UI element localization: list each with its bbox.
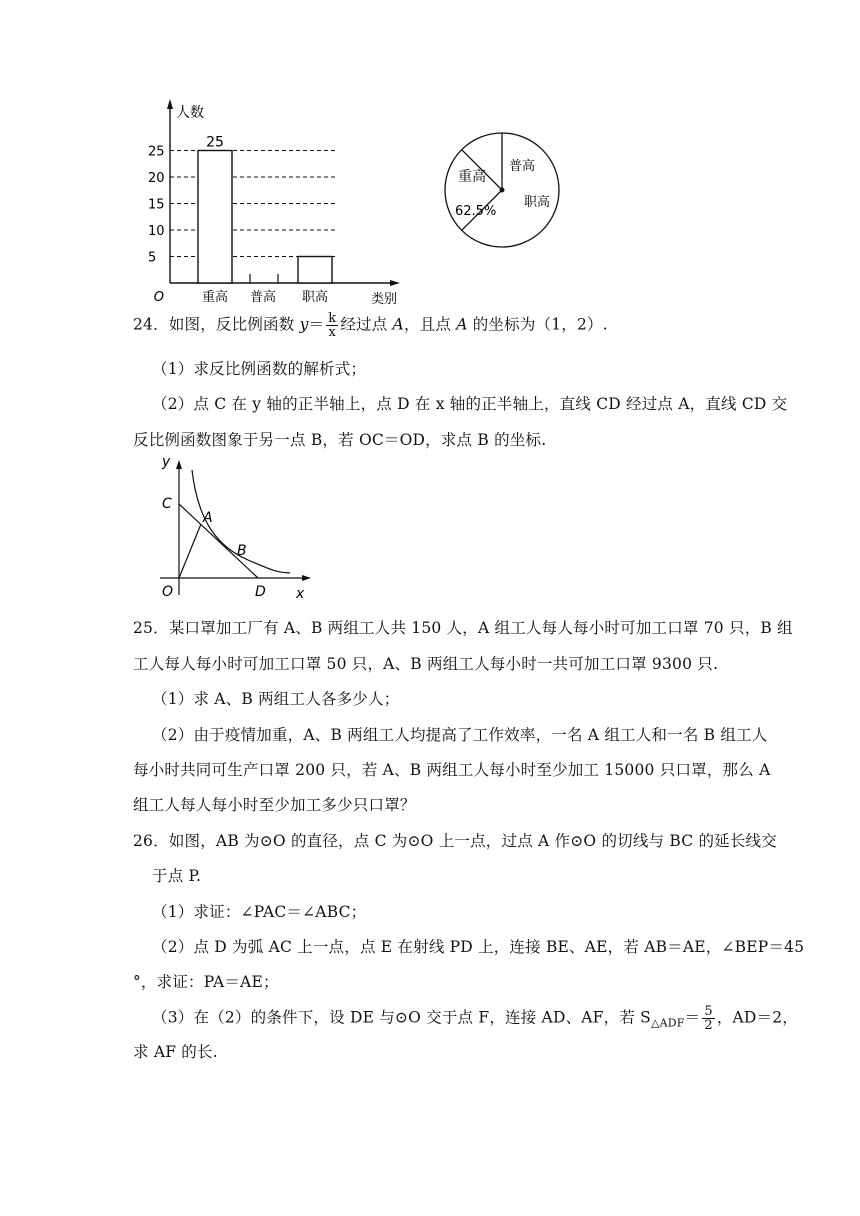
q25-part2-line1: （2）由于疫情加重，A、B 两组工人均提高了工作效率，一名 A 组工人和一名 B 组工人: [152, 726, 768, 744]
bar-data-label: 25: [206, 134, 224, 151]
q24-part2-line2: 反比例函数图象于另一点 B，若 OC＝OD，求点 B 的坐标.: [133, 431, 547, 449]
graph-label-o: O: [162, 584, 174, 600]
bar-category-label: 普高: [249, 290, 277, 305]
graph-x-arrow: [302, 575, 311, 581]
q24-stem: 24．如图，反比例函数 y＝ $\frac{k}{x}$ 经过点 A，且点 A 的坐标为（1，2）.: [133, 311, 608, 340]
bar-origin-label: O: [153, 290, 164, 305]
bar-y-tick-label: 10: [148, 224, 165, 239]
bar-y-tick-label: 15: [148, 197, 165, 213]
q25-part1: （1）求 A、B 两组工人各多少人；: [152, 690, 400, 708]
q26-part3-line1: （3）在（2）的条件下，设 DE 与⊙O 交于点 F，连接 AD、AF，若 $S_{\triangle ADF}=$ $\frac{5}{2}$ ，AD＝2，: [152, 1004, 798, 1033]
q25-part2-line3: 组工人每人每小时至少加工多少只口罩？: [133, 796, 416, 814]
pie-annotation-percent: 62.5%: [455, 204, 497, 219]
bar-category-label: 重高: [201, 290, 229, 305]
q26-line2: 于点 P.: [152, 867, 202, 885]
graph-label-b: B: [237, 543, 247, 559]
pie-center: [500, 188, 505, 193]
pie-label-zhigao: 职高: [524, 195, 551, 210]
q26-part2-line1: （2）点 D 为弧 AC 上一点，点 E 在射线 PD 上，连接 BE、AE，若 AB＝AE，∠BEP＝45: [152, 938, 805, 956]
bar-y-tick-label: 20: [148, 171, 165, 186]
segment-oa: [179, 524, 201, 578]
graph-label-c: C: [162, 496, 172, 512]
bar-y-arrow: [167, 99, 173, 109]
line-cd: [179, 504, 258, 578]
graph-label-a: A: [203, 510, 213, 526]
bar-chart: [140, 95, 410, 310]
pie-label-pugao: 普高: [509, 159, 536, 174]
bar-x-axis-label: 类别: [371, 292, 398, 307]
bar-category-label: 职高: [301, 290, 329, 305]
inverse-function-graph: [148, 452, 318, 604]
bar-3: [298, 257, 332, 284]
q24-part1: （1）求反比例函数的解析式；: [152, 360, 367, 378]
q26-part2-line2: °，求证：PA＝AE；: [133, 973, 279, 991]
q25-part2-line2: 每小时共同可生产口罩 200 只，若 A、B 两组工人每小时至少加工 15000 只口罩，那么 A: [133, 761, 771, 779]
bar-y-axis-label: 人数: [176, 105, 204, 121]
q24-part2-line1: （2）点 C 在 y 轴的正半轴上，点 D 在 x 轴的正半轴上，直线 CD 经过点 A，直线 CD 交: [152, 395, 788, 413]
bar-1: [198, 151, 232, 284]
bar-x-arrow: [390, 280, 400, 286]
q26-fraction: $\frac{5}{2}$: [704, 1004, 713, 1033]
bar-y-tick-label: 5: [148, 250, 157, 266]
graph-y-arrow: [176, 460, 182, 469]
q25-line1: 25．某口罩加工厂有 A、B 两组工人共 150 人，A 组工人每人每小时可加工口罩 70 只，B 组: [133, 619, 793, 637]
bar-y-tick-label: 25: [148, 144, 165, 160]
q26-line1: 26．如图，AB 为⊙O 的直径，点 C 为⊙O 上一点，过点 A 作⊙O 的切线与 BC 的延长线交: [133, 832, 777, 850]
q25-line2: 工人每人每小时可加工口罩 50 只，A、B 两组工人每小时一共可加工口罩 9300 只.: [133, 655, 719, 673]
graph-label-x: x: [296, 586, 305, 602]
pie-label-zhonggao: 重高: [458, 169, 486, 185]
graph-label-y: y: [162, 454, 171, 470]
q24-fraction: $\frac{k}{x}$: [328, 311, 337, 340]
graph-label-d: D: [255, 584, 266, 600]
pie-chart: [440, 128, 570, 258]
q26-part1: （1）求证：∠PAC＝∠ABC；: [152, 903, 367, 921]
q26-part3-line2: 求 AF 的长.: [133, 1043, 218, 1061]
